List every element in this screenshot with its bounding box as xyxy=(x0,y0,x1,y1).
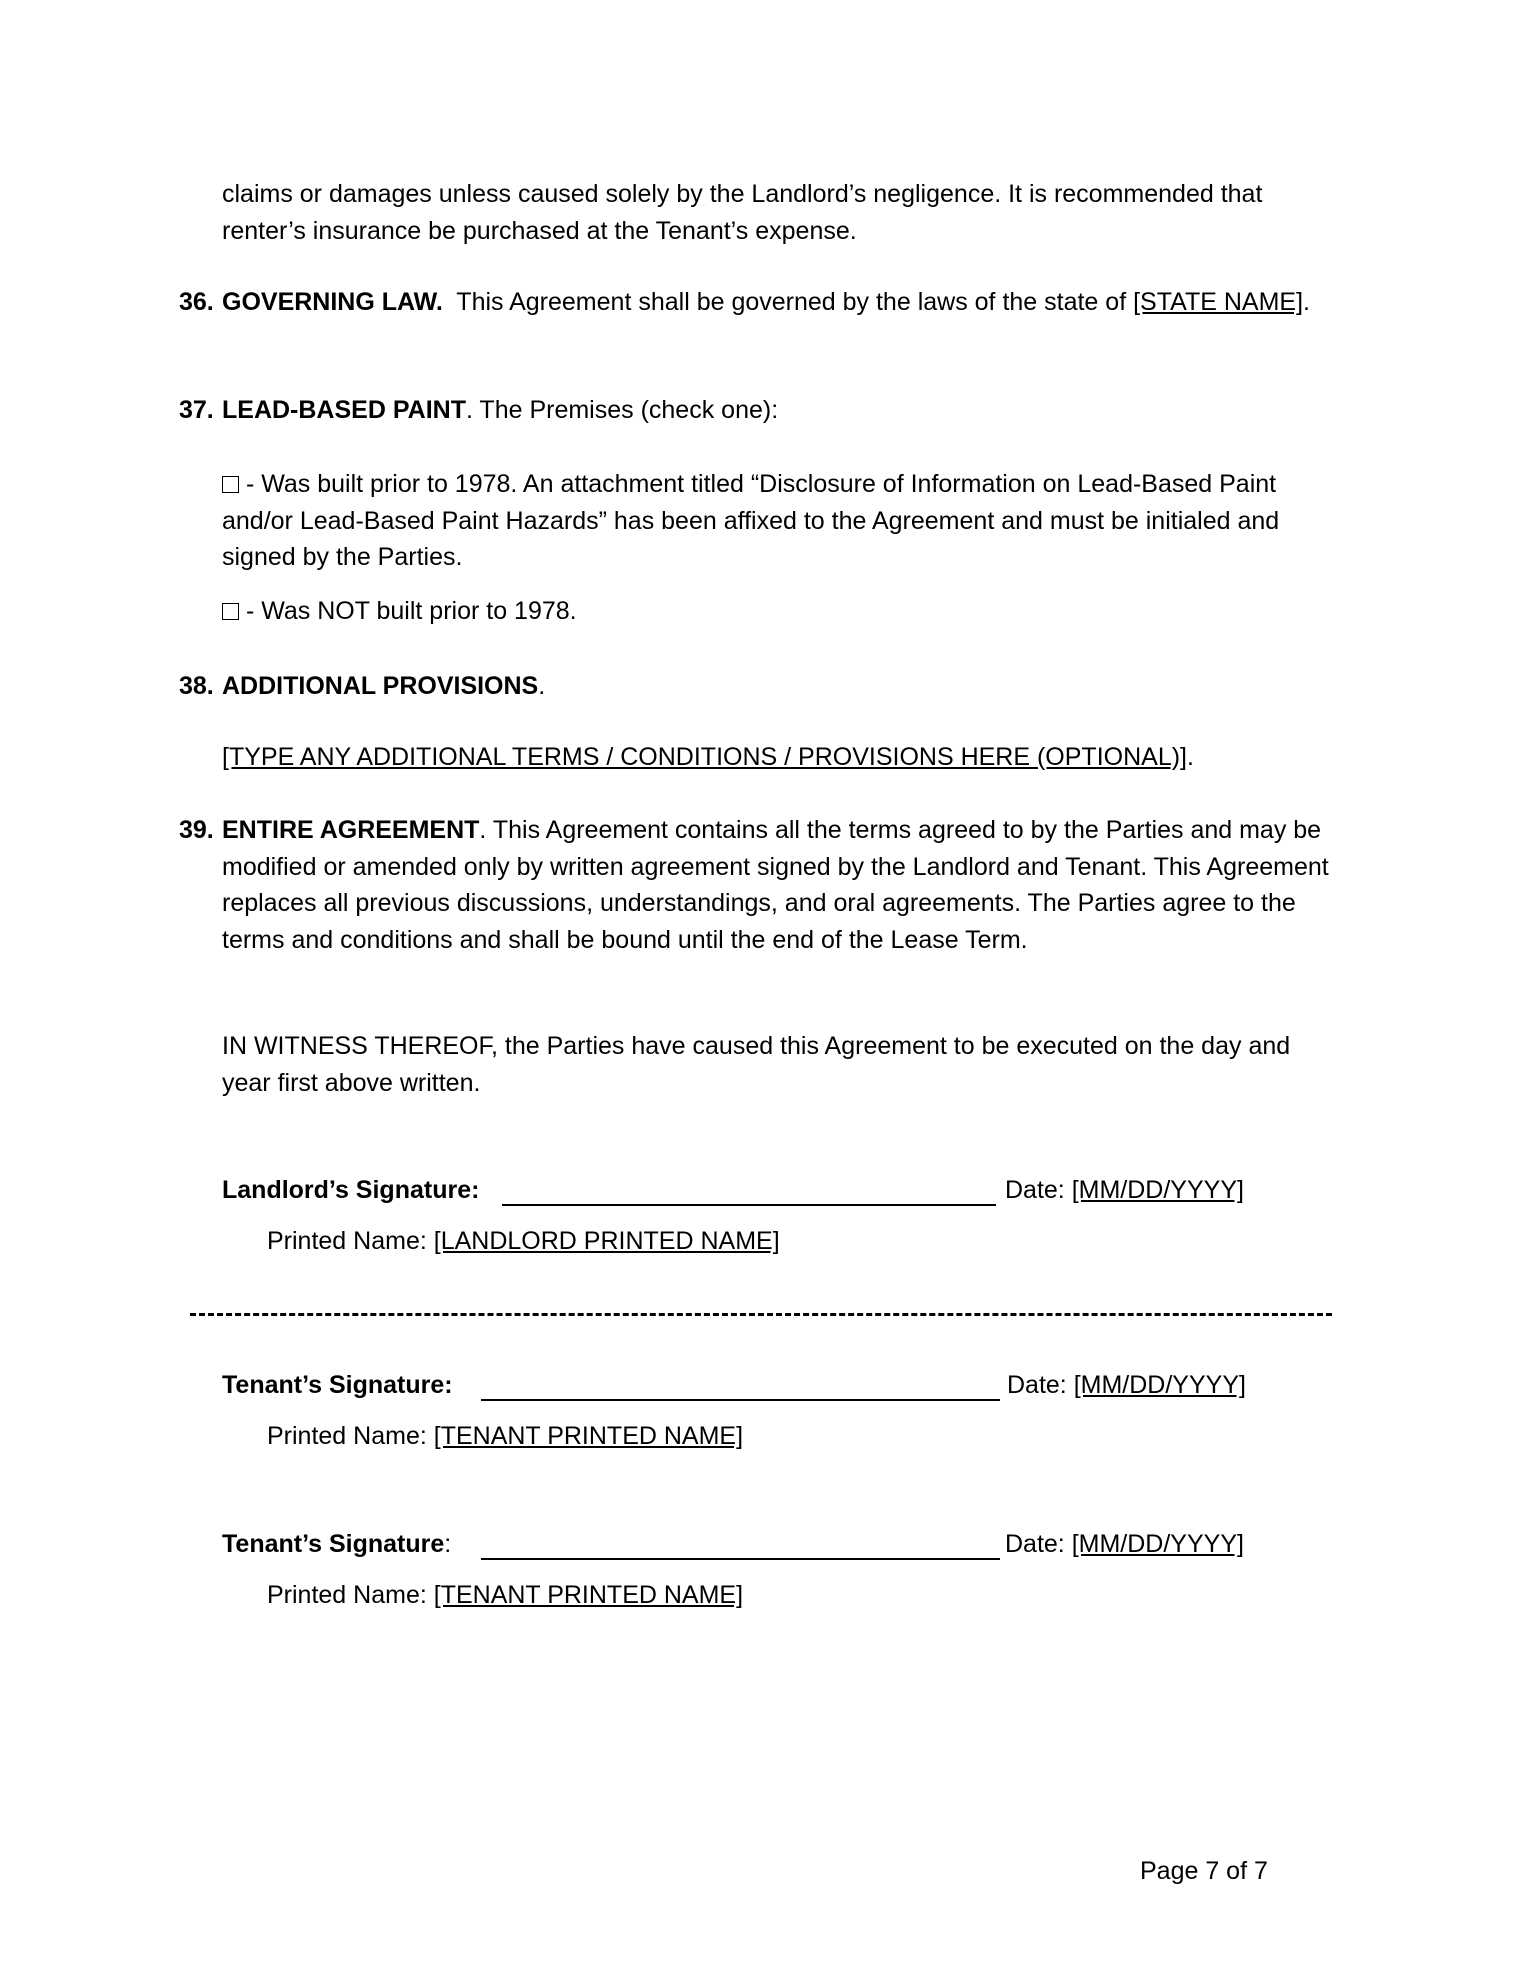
end-punct: . xyxy=(538,672,546,700)
option-label: - Was built prior to 1978. An attachment titled “Disclosure of Information on Lead-Based Paint and/or Lead-Based Paint Hazards” has been affixed to the Agreement and must be initialed and signed by the Parties. xyxy=(222,470,1280,571)
section-39 xyxy=(179,812,1340,958)
section-number: 37. xyxy=(179,396,214,424)
section-text: This Agreement shall be governed by the laws of the state of xyxy=(442,288,1134,316)
option-built-before-1978 xyxy=(222,466,1340,576)
landlord-signature-label xyxy=(222,1172,479,1208)
additional-provisions xyxy=(222,739,1340,776)
tenant-printed-name xyxy=(267,1418,743,1454)
tenant-2-signature-label xyxy=(222,1526,451,1562)
section-38 xyxy=(179,668,1340,705)
date-field[interactable]: [MM/DD/YYYY] xyxy=(1073,1371,1246,1399)
printed-name-field[interactable]: [TENANT PRINTED NAME] xyxy=(433,1581,744,1609)
section-number: 38. xyxy=(179,672,214,700)
signature-label: Landlord’s Signature: xyxy=(222,1176,480,1204)
section-title: ADDITIONAL PROVISIONS xyxy=(222,672,539,700)
section-number: 36. xyxy=(179,288,214,316)
date-label: Date: xyxy=(1007,1371,1074,1399)
checkbox-icon[interactable] xyxy=(222,603,239,620)
section-number: 39. xyxy=(179,816,214,844)
landlord-printed-name xyxy=(267,1223,780,1259)
date-field[interactable]: [MM/DD/YYYY] xyxy=(1071,1530,1244,1558)
option-not-built-before-1978 xyxy=(222,593,1340,630)
tenant-2-date xyxy=(1005,1526,1244,1562)
page-number: Page 7 of 7 xyxy=(1140,1857,1268,1885)
tenant-date xyxy=(1007,1367,1246,1403)
checkbox-icon[interactable] xyxy=(222,476,239,493)
landlord-signature-line[interactable] xyxy=(502,1184,996,1206)
landlord-date xyxy=(1005,1172,1244,1208)
tenant-2-signature-line[interactable] xyxy=(481,1538,1000,1560)
option-label: - Was NOT built prior to 1978. xyxy=(239,597,577,625)
signature-label: Tenant’s Signature xyxy=(222,1530,445,1558)
printed-name-label: Printed Name: xyxy=(267,1422,434,1450)
title-punct: . xyxy=(435,288,443,316)
section-37 xyxy=(179,392,1340,429)
section-title: ENTIRE AGREEMENT xyxy=(222,816,480,844)
label-colon: : xyxy=(444,1530,452,1558)
tenant-2-printed-name xyxy=(267,1577,743,1613)
printed-name-field[interactable]: [LANDLORD PRINTED NAME] xyxy=(433,1227,780,1255)
witness-paragraph: IN WITNESS THEREOF, the Parties have caused this Agreement to be executed on the day and year first above written. xyxy=(222,1032,1291,1097)
section-text: . The Premises (check one): xyxy=(465,396,779,424)
date-field[interactable]: [MM/DD/YYYY] xyxy=(1071,1176,1244,1204)
intro-paragraph: claims or damages unless caused solely by the Landlord’s negligence. It is recommended that renter’s insurance be purchased at the Tenant’s expense. xyxy=(222,180,1263,245)
section-title: LEAD-BASED PAINT xyxy=(222,396,466,424)
state-name-field[interactable]: [STATE NAME] xyxy=(1133,288,1304,316)
section-36 xyxy=(179,284,1340,321)
cut-line-divider xyxy=(190,1313,1332,1316)
tenant-signature-line[interactable] xyxy=(481,1379,1000,1401)
end-punct: . xyxy=(1187,743,1194,771)
printed-name-label: Printed Name: xyxy=(267,1581,434,1609)
date-label: Date: xyxy=(1005,1530,1072,1558)
signature-label: Tenant’s Signature: xyxy=(222,1371,453,1399)
additional-provisions-field[interactable]: [TYPE ANY ADDITIONAL TERMS / CONDITIONS / PROVISIONS HERE (OPTIONAL)] xyxy=(222,743,1187,771)
section-text: . This Agreement contains all the terms agreed to by the Parties and may be modified or amended only by written agreement signed by the Landlord and Tenant. This Agreement replaces all previous discussions, understandings, and oral agreements. The Parties agree to the terms and conditions and shall be bound until the end of the Lease Term. xyxy=(222,816,1329,954)
date-label: Date: xyxy=(1005,1176,1072,1204)
end-punct: . xyxy=(1303,288,1310,316)
tenant-signature-label xyxy=(222,1367,453,1403)
printed-name-label: Printed Name: xyxy=(267,1227,434,1255)
section-title: GOVERNING LAW xyxy=(222,288,436,316)
printed-name-field[interactable]: [TENANT PRINTED NAME] xyxy=(433,1422,744,1450)
